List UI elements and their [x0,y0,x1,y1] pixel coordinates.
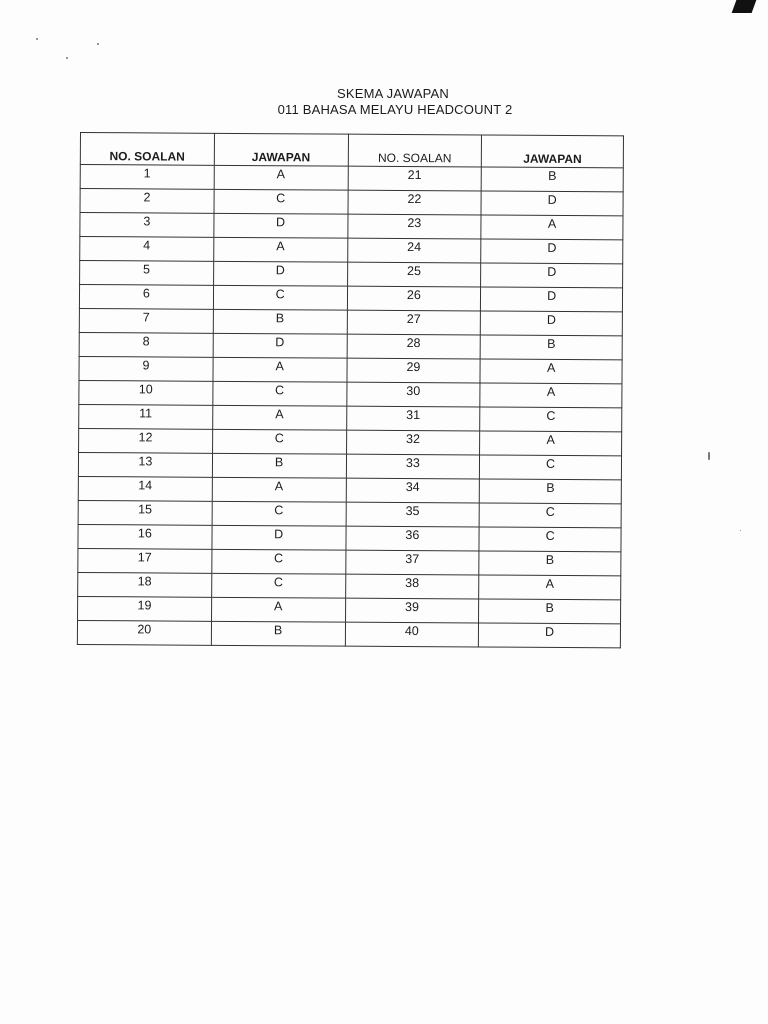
answer-cell: A [213,357,347,382]
table-row [79,285,622,312]
answer-cell: A [212,477,346,502]
scan-speck [97,43,99,45]
document-subtitle: 011 BAHASA MELAYU HEADCOUNT 2 [277,102,513,117]
document-heading [0,86,768,118]
question-number-cell: 15 [78,500,212,525]
answer-cell: D [481,191,623,216]
scan-speck [740,530,741,531]
table-row [80,261,623,288]
answer-cell: C [480,407,622,432]
table-row [79,428,622,455]
column-header-question-number: NO. SOALAN [80,133,214,166]
question-number-cell: 6 [79,285,213,310]
answer-cell: C [479,503,621,528]
table-row [78,572,621,599]
question-number-cell: 34 [346,478,480,503]
table-row [77,620,620,647]
question-number-cell: 36 [345,526,479,551]
question-number-cell: 29 [346,358,480,383]
question-number-cell: 31 [346,406,480,431]
question-number-cell: 23 [347,214,481,239]
question-number-cell: 25 [347,262,481,287]
question-number-cell: 2 [80,189,214,214]
answer-cell: A [214,165,348,190]
answer-cell: C [479,527,621,552]
answer-cell: B [211,621,345,646]
question-number-cell: 39 [345,598,479,623]
answer-cell: D [481,311,623,336]
answer-cell: D [214,213,348,238]
answer-cell: D [481,287,623,312]
table-row [78,500,621,527]
question-number-cell: 3 [80,213,214,238]
question-number-cell: 12 [79,428,213,453]
answer-cell: B [213,309,347,334]
question-number-cell: 16 [78,524,212,549]
question-number-cell: 32 [346,430,480,455]
table-row [78,452,621,479]
answer-cell: C [212,549,346,574]
scan-corner-mark [732,0,757,13]
table-row [79,404,622,431]
answer-cell: D [213,261,347,286]
answer-cell: A [480,431,622,456]
question-number-cell: 20 [77,620,211,645]
answer-cell: B [480,335,622,360]
question-number-cell: 27 [347,310,481,335]
answer-cell: D [479,623,621,648]
question-number-cell: 26 [347,286,481,311]
table-row [78,548,621,575]
answer-cell: A [481,215,623,240]
table-row [78,596,621,623]
table-body [77,165,623,648]
answer-cell: D [481,239,623,264]
table-row [80,237,623,264]
table-row [80,165,623,192]
answer-cell: D [481,263,623,288]
scan-speck [36,38,38,40]
question-number-cell: 21 [348,166,482,191]
question-number-cell: 38 [345,574,479,599]
question-number-cell: 5 [80,261,214,286]
question-number-cell: 8 [79,332,213,357]
answer-cell: D [213,333,347,358]
answer-cell: B [481,167,623,192]
answer-cell: A [213,237,347,262]
question-number-cell: 19 [78,596,212,621]
question-number-cell: 7 [79,308,213,333]
scan-speck [708,452,710,460]
question-number-cell: 9 [79,356,213,381]
column-header-question-number: NO. SOALAN [348,134,482,167]
answer-cell: C [213,381,347,406]
question-number-cell: 22 [348,190,482,215]
answer-cell: D [212,525,346,550]
table-row [79,380,622,407]
question-number-cell: 10 [79,380,213,405]
table-row [78,476,621,503]
table-row [79,356,622,383]
question-number-cell: 1 [80,165,214,190]
question-number-cell: 14 [78,476,212,501]
answer-cell: C [214,189,348,214]
answer-cell: A [212,405,346,430]
answer-cell: B [479,551,621,576]
question-number-cell: 13 [78,452,212,477]
table-row [79,332,622,359]
question-number-cell: 17 [78,548,212,573]
answer-cell: A [479,575,621,600]
question-number-cell: 35 [346,502,480,527]
question-number-cell: 4 [80,237,214,262]
document-title: SKEMA JAWAPAN [337,86,449,101]
answer-cell: A [480,383,622,408]
table-row [80,213,623,240]
answer-cell: C [212,501,346,526]
answer-cell: B [212,453,346,478]
column-header-answer: JAWAPAN [482,135,624,168]
answer-table [77,132,624,648]
question-number-cell: 28 [347,334,481,359]
table-row [78,524,621,551]
scan-speck [66,57,68,59]
table-row [79,308,622,335]
table-row [80,189,623,216]
answer-cell: A [480,359,622,384]
question-number-cell: 40 [345,622,479,647]
question-number-cell: 11 [79,404,213,429]
question-number-cell: 33 [346,454,480,479]
table-header-row [80,133,623,168]
question-number-cell: 37 [345,550,479,575]
answer-cell: B [479,599,621,624]
answer-cell: C [212,429,346,454]
question-number-cell: 24 [347,238,481,263]
answer-table-wrapper [77,132,624,648]
answer-cell: A [211,597,345,622]
answer-cell: B [479,479,621,504]
answer-cell: C [211,573,345,598]
question-number-cell: 18 [78,572,212,597]
answer-cell: C [480,455,622,480]
question-number-cell: 30 [346,382,480,407]
answer-cell: C [213,285,347,310]
column-header-answer: JAWAPAN [214,133,348,166]
